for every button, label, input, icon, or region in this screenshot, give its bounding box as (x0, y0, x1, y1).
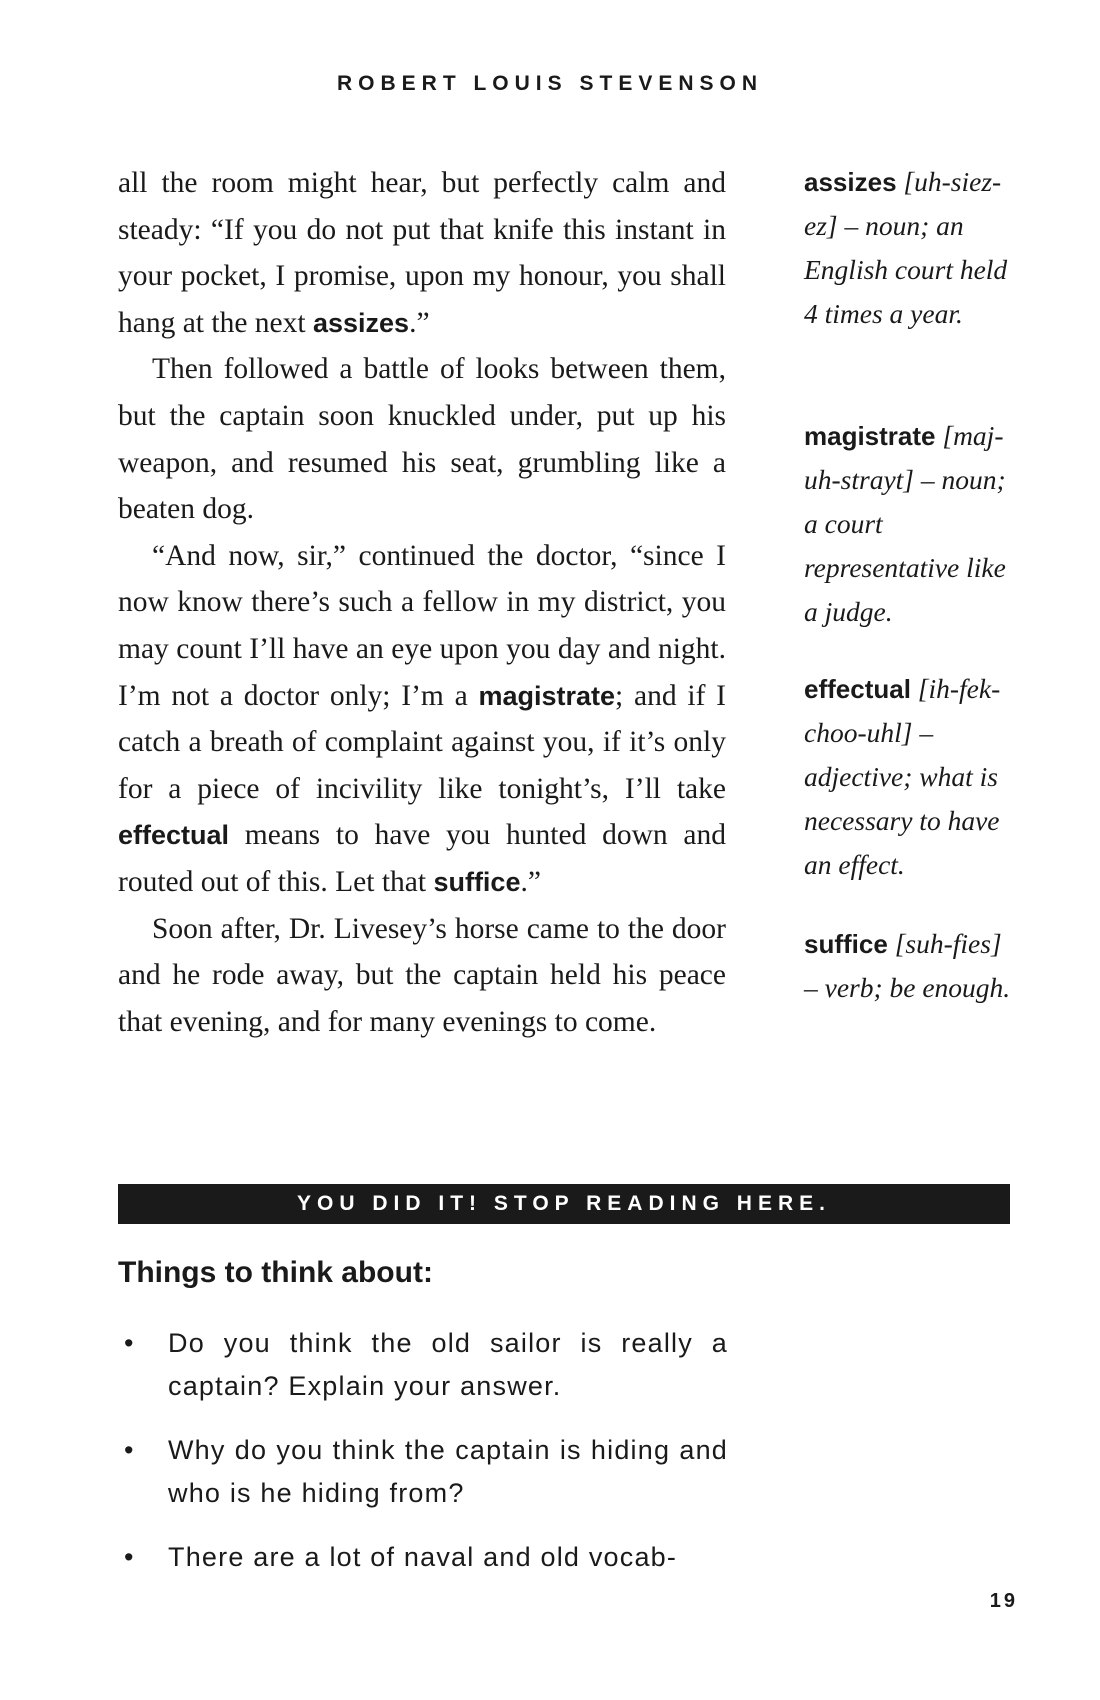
glossary-term: magistrate (804, 421, 936, 451)
list-item: • There are a lot of naval and old vocab- (118, 1536, 728, 1579)
list-item: • Why do you think the captain is hiding and who is he hiding from? (118, 1429, 728, 1515)
paragraph: “And now, sir,” continued the doctor, “since I now know there’s such a fellow in my district, you may count I’ll have an eye upon you day and night. I’m not a doctor only; I’m a magistrate; and if I catch a breath of complaint against you, if it’s only for a piece of incivility like tonight’s, I’ll take effectual means to have you hunted down and routed out of this. Let that suffice.” (118, 539, 726, 898)
running-header: ROBERT LOUIS STEVENSON (336, 72, 764, 95)
bullet-icon: • (124, 1328, 135, 1358)
paragraph: Soon after, Dr. Livesey’s horse came to the door and he rode away, but the captain held his peace that evening, and for many evenings to come. (118, 912, 726, 1038)
vocab-word-assizes: assizes (312, 307, 410, 338)
glossary-term: suffice (804, 929, 888, 959)
section-heading: Things to think about: (118, 1256, 433, 1289)
banner-text: YOU DID IT! STOP READING HERE. (297, 1192, 831, 1215)
page-number: 19 (989, 1590, 1018, 1612)
glossary-entry-suffice (804, 922, 1019, 1010)
glossary-entry-assizes (804, 160, 1019, 336)
paragraph: all the room might hear, but perfectly calm and steady: “If you do not put that knife this instant in your pocket, I promise, upon my honour, you shall hang at the next assizes.” (118, 167, 726, 339)
bullet-icon: • (124, 1542, 135, 1572)
glossary-definition: [ih-fek-choo-uhl] – adjective; what is necessary to have an effect. (804, 673, 1001, 880)
glossary-definition: [uh-siez-ez] – noun; an English court held 4 times a year. (804, 166, 1008, 329)
list-item: • Do you think the old sailor is really a captain? Explain your answer. (118, 1322, 728, 1408)
glossary-entry-effectual (804, 667, 1019, 887)
story-passage (118, 160, 726, 1045)
paragraph: Then followed a battle of looks between them, but the captain soon knuckled under, put up his weapon, and resumed his seat, grumbling like a beaten dog. (118, 353, 726, 526)
vocab-word-suffice: suffice (433, 866, 521, 897)
stop-reading-banner (118, 1184, 1010, 1224)
glossary-entry-magistrate (804, 414, 1019, 634)
glossary-definition: [suh-fies] – verb; be enough. (804, 928, 1011, 1003)
glossary-term: assizes (804, 167, 897, 197)
glossary-definition: [maj-uh-strayt] – noun; a court representative like a judge. (804, 420, 1006, 627)
discussion-questions (118, 1322, 728, 1600)
glossary-term: effectual (804, 674, 911, 704)
vocab-word-effectual: effectual (118, 820, 230, 851)
vocab-word-magistrate: magistrate (478, 680, 616, 711)
bullet-icon: • (124, 1435, 135, 1465)
